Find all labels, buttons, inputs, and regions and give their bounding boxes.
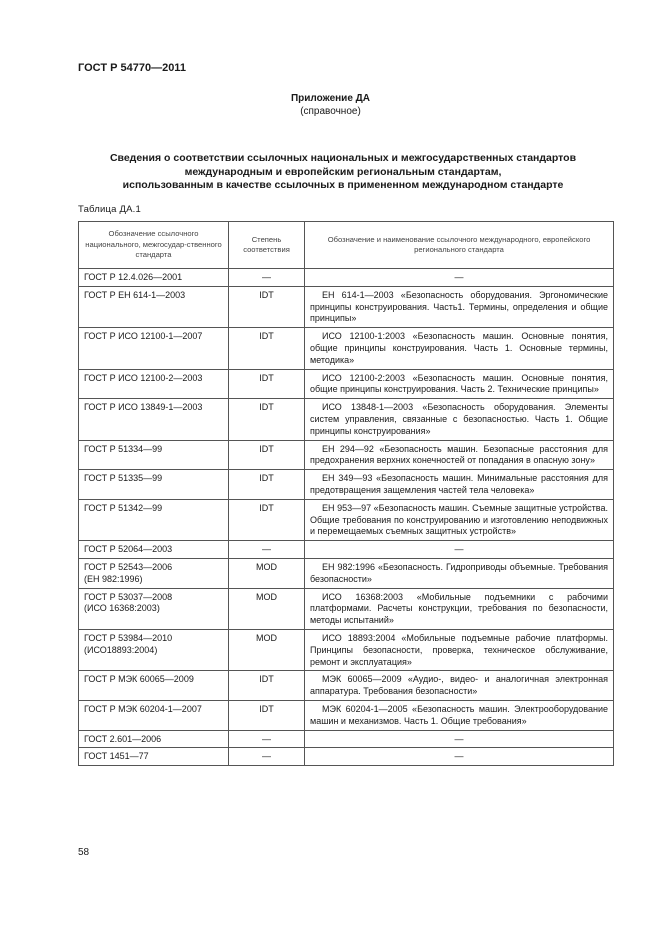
table-header-row	[79, 222, 614, 269]
table-row	[79, 629, 614, 670]
cell-international-standard-text: ИСО 16368:2003 «Мобильные подъемники с рабочими платформами. Расчеты конструкции, требования по безопасности, методы испытаний»	[310, 591, 608, 626]
table-body	[79, 269, 614, 766]
cell-degree: —	[229, 541, 305, 559]
section-title-line: Сведения о соответствии ссылочных национальных и межгосударственных стандартов	[109, 152, 577, 164]
table-row	[79, 541, 614, 559]
cell-international-standard	[305, 399, 614, 440]
cell-international-standard	[305, 369, 614, 399]
cell-international-standard-text: ИСО 18893:2004 «Мобильные подъемные рабочие платформы. Принципы безопасности, проверка, техническое обслуживание, ремонт и эксплуатация»	[310, 632, 608, 667]
cell-national-standard: ГОСТ Р 53037—2008 (ИСО 16368:2003)	[79, 588, 229, 629]
table-row	[79, 700, 614, 730]
cell-international-standard	[305, 700, 614, 730]
cell-national-standard: ГОСТ Р 51342—99	[79, 499, 229, 540]
cell-international-standard	[305, 541, 614, 559]
cell-degree: MOD	[229, 558, 305, 588]
table-row	[79, 328, 614, 369]
cell-degree: IDT	[229, 671, 305, 701]
cell-degree: —	[229, 269, 305, 287]
cell-national-standard: ГОСТ Р 52543—2006 (ЕН 982:1996)	[79, 558, 229, 588]
cell-national-standard: ГОСТ Р ИСО 13849-1—2003	[79, 399, 229, 440]
cell-international-standard	[305, 286, 614, 327]
cell-international-standard-text: МЭК 60065—2009 «Аудио-, видео- и аналогичная электронная аппаратура. Требования безопасности»	[310, 674, 608, 697]
table-row	[79, 730, 614, 748]
table-row	[79, 269, 614, 287]
cell-national-standard: ГОСТ Р 53984—2010 (ИСО18893:2004)	[79, 629, 229, 670]
header-national-standard: Обозначение ссылочного национального, межгосудар-ственного стандарта	[79, 222, 229, 269]
cell-national-standard: ГОСТ Р МЭК 60065—2009	[79, 671, 229, 701]
cell-international-standard-text: —	[454, 272, 464, 282]
table-row	[79, 748, 614, 766]
cell-international-standard-text: —	[454, 751, 464, 762]
cell-international-standard-text: ИСО 13848-1—2003 «Безопасность оборудования. Элементы систем управления, связанные с безопасностью. Часть 1. Общие принципы конструирования»	[310, 402, 608, 436]
cell-degree: IDT	[229, 499, 305, 540]
cell-degree: IDT	[229, 399, 305, 440]
cell-degree: —	[229, 748, 305, 766]
cell-international-standard	[305, 629, 614, 670]
cell-national-standard: ГОСТ Р 51335—99	[79, 470, 229, 500]
header-degree: Степень соответствия	[229, 222, 305, 269]
cell-international-standard-text: МЭК 60204-1—2005 «Безопасность машин. Электрооборудование машин и механизмов. Часть 1. Общие требования»	[310, 703, 608, 726]
annex-subtitle: (справочное)	[300, 106, 361, 117]
cell-international-standard	[305, 440, 614, 470]
cell-international-standard	[305, 328, 614, 369]
cell-international-standard	[305, 748, 614, 766]
cell-degree: IDT	[229, 328, 305, 369]
cell-national-standard: ГОСТ 2.601—2006	[79, 730, 229, 748]
cell-national-standard: ГОСТ Р ЕН 614-1—2003	[79, 286, 229, 327]
cell-international-standard	[305, 269, 614, 287]
cell-degree: IDT	[229, 286, 305, 327]
cell-international-standard	[305, 470, 614, 500]
cell-national-standard: ГОСТ Р 52064—2003	[79, 541, 229, 559]
table-row	[79, 499, 614, 540]
cell-degree: IDT	[229, 369, 305, 399]
table-row	[79, 286, 614, 327]
cell-degree: —	[229, 730, 305, 748]
cell-international-standard	[305, 558, 614, 588]
cell-national-standard: ГОСТ Р ИСО 12100-2—2003	[79, 369, 229, 399]
section-title-line: международным и европейским региональным стандартам,	[184, 165, 502, 178]
cell-international-standard-text: ИСО 12100-2:2003 «Безопасность машин. Основные понятия, общие принципы конструирования. Часть 2. Технические принципы»	[310, 372, 608, 395]
table-row	[79, 558, 614, 588]
cell-international-standard	[305, 499, 614, 540]
page-number: 58	[78, 847, 90, 858]
header-international-standard: Обозначение и наименование ссылочного международного, европейского регионального стандарта	[305, 222, 614, 269]
table-label: Таблица ДА.1	[78, 204, 141, 215]
cell-international-standard-text: ЕН 294—92 «Безопасность машин. Безопасные расстояния для предохранения верхних конечностей от попадания в опасную зону»	[310, 443, 608, 466]
cell-international-standard-text: ЕН 614-1—2003 «Безопасность оборудования. Эргономические принципы конструирования. Часть1. Термины, определения и общие принципы»	[310, 289, 608, 324]
annex-heading	[0, 92, 661, 118]
cell-international-standard	[305, 730, 614, 748]
cell-degree: MOD	[229, 588, 305, 629]
table-row	[79, 671, 614, 701]
table-row	[79, 588, 614, 629]
cell-international-standard-text: ЕН 953—97 «Безопасность машин. Съемные защитные устройства. Общие требования по конструированию и изготовлению неподвижных и перемещаемых съемных защитных устройств»	[310, 502, 608, 537]
cell-international-standard-text: ЕН 349—93 «Безопасность машин. Минимальные расстояния для предотвращения защемления частей тела человека»	[310, 473, 608, 495]
table-row	[79, 470, 614, 500]
cell-degree: MOD	[229, 629, 305, 670]
table-row	[79, 440, 614, 470]
document-code: ГОСТ Р 54770—2011	[78, 62, 186, 74]
annex-title: Приложение ДА	[290, 93, 371, 104]
table-row	[79, 399, 614, 440]
section-title-line: использованным в качестве ссылочных в примененном международном стандарте	[122, 179, 564, 191]
cell-international-standard-text: ИСО 12100-1:2003 «Безопасность машин. Основные понятия, общие принципы конструирования. Часть 1. Основные термины, методика»	[310, 331, 608, 365]
cell-national-standard: ГОСТ 1451—77	[79, 748, 229, 766]
cell-degree: IDT	[229, 440, 305, 470]
cell-international-standard-text: —	[454, 733, 464, 744]
cell-national-standard: ГОСТ Р МЭК 60204-1—2007	[79, 700, 229, 730]
cell-national-standard: ГОСТ Р 12.4.026—2001	[79, 269, 229, 287]
cell-international-standard-text: ЕН 982:1996 «Безопасность. Гидроприводы объемные. Требования безопасности»	[310, 561, 608, 584]
cell-degree: IDT	[229, 700, 305, 730]
cell-national-standard: ГОСТ Р 51334—99	[79, 440, 229, 470]
cell-international-standard-text: —	[454, 544, 464, 555]
section-title	[78, 152, 608, 193]
correspondence-table	[78, 221, 614, 766]
table-row	[79, 369, 614, 399]
cell-national-standard: ГОСТ Р ИСО 12100-1—2007	[79, 328, 229, 369]
cell-degree: IDT	[229, 470, 305, 500]
cell-international-standard	[305, 588, 614, 629]
cell-international-standard	[305, 671, 614, 701]
